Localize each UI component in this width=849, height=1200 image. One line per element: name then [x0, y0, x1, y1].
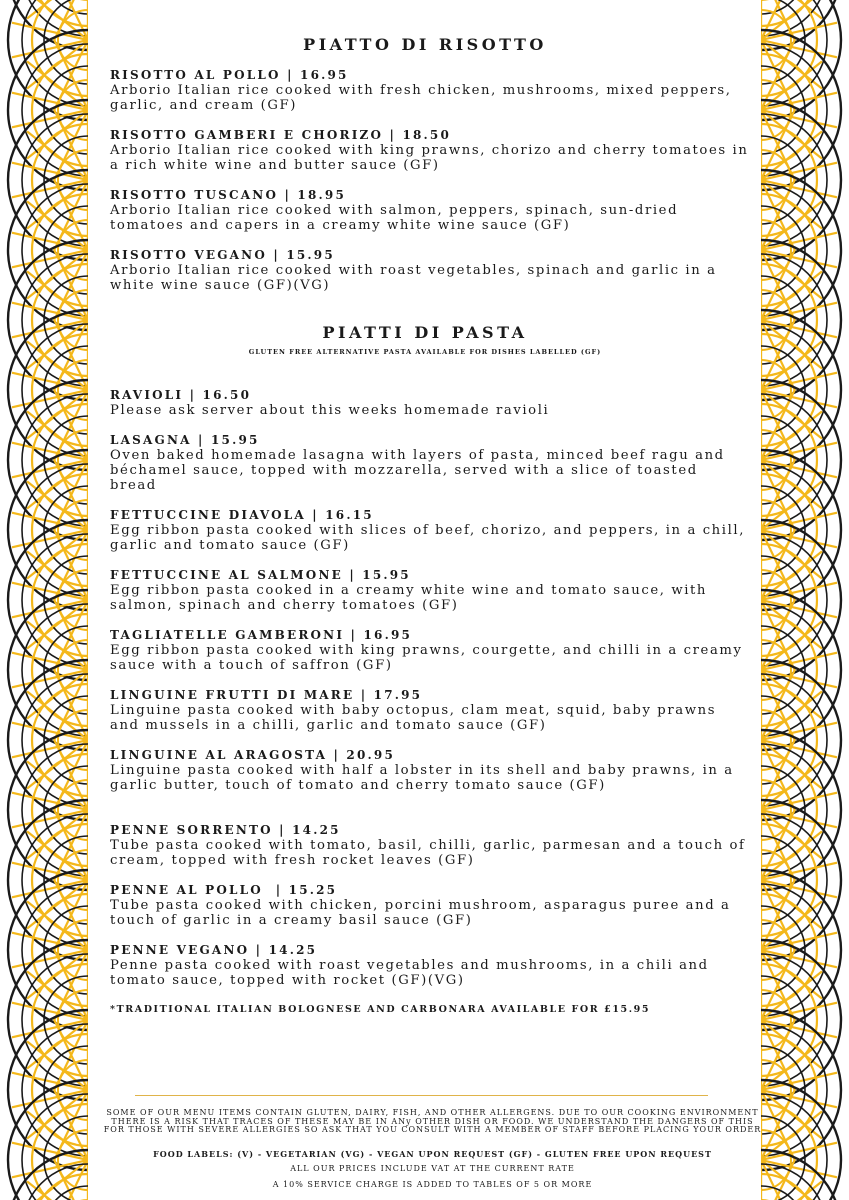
menu-item-description: Penne pasta cooked with roast vegetables and mushrooms, in a chili and tomato sauce, topped with rocket (GF)(VG) — [110, 958, 709, 988]
menu-item — [110, 823, 750, 868]
menu-item-name: LINGUINE FRUTTI DI MARE | 17.95 — [110, 688, 423, 702]
menu-item-name: FETTUCCINE AL SALMONE | 15.95 — [110, 568, 411, 582]
menu-item-description: Arborio Italian rice cooked with king prawns, chorizo and cherry tomatoes in a rich white wine and butter sauce (GF) — [110, 143, 749, 173]
menu-item — [110, 748, 750, 793]
menu-item-description: Linguine pasta cooked with baby octopus, clam meat, squid, baby prawns and mussels in a chilli, garlic and tomato sauce (GF) — [110, 703, 717, 733]
bolognese-carbonara-note: *TRADITIONAL ITALIAN BOLOGNESE AND CARBONARA AVAILABLE FOR £15.95 — [110, 1004, 651, 1015]
menu-item-description: Egg ribbon pasta cooked with king prawns, courgette, and chilli in a creamy sauce with a touch of saffron (GF) — [110, 643, 743, 673]
service-charge-notice: A 10% SERVICE CHARGE IS ADDED TO TABLES OF 5 OR MORE — [272, 1180, 593, 1189]
menu-item-description: Egg ribbon pasta cooked in a creamy white wine and tomato sauce, with salmon, spinach and cherry tomatoes (GF) — [110, 583, 708, 613]
menu-item-description: Arborio Italian rice cooked with fresh chicken, mushrooms, mixed peppers, garlic, and cream (GF) — [110, 83, 732, 113]
menu-item — [110, 628, 750, 673]
menu-item-name: LASAGNA | 15.95 — [110, 433, 260, 447]
pasta-section-subtitle: GLUTEN FREE ALTERNATIVE PASTA AVAILABLE FOR DISHES LABELLED (GF) — [248, 348, 602, 356]
allergen-notice: SOME OF OUR MENU ITEMS CONTAIN GLUTEN, DAIRY, FISH, AND OTHER ALLERGENS. DUE TO OUR COOKING ENVIRONMENT THERE IS A RISK THAT TRACES OF THESE MAY BE IN ANy OTHER DISH OR FOOD. WE UNDERSTAND THE DANGERS OF THIS FOR THOSE WITH SEVERE ALLERGIES SO ASK THAT YOU CONSULT WITH A MEMBER OF STAFF BEFORE PLACING YOUR ORDER — [103, 1108, 762, 1134]
menu-item-name: RISOTTO GAMBERI E CHORIZO | 18.50 — [110, 128, 452, 142]
menu-item-name: RISOTTO TUSCANO | 18.95 — [110, 188, 347, 202]
menu-item-description: Please ask server about this weeks homemade ravioli — [110, 403, 550, 418]
food-labels-legend: FOOD LABELS: (V) - VEGETARIAN (VG) - VEGAN UPON REQUEST (GF) - GLUTEN FREE UPON REQUEST — [153, 1149, 712, 1159]
menu-item-description: Egg ribbon pasta cooked with slices of beef, chorizo, and peppers, in a chill, garlic and tomato sauce (GF) — [110, 523, 746, 553]
menu-item — [110, 248, 750, 293]
menu-item — [110, 188, 750, 233]
decorative-border-right — [761, 0, 849, 1200]
menu-item — [110, 128, 750, 173]
menu-item-name: PENNE VEGANO | 14.25 — [110, 943, 318, 957]
pasta-section-title: PIATTI DI PASTA — [322, 323, 528, 342]
menu-item-name: FETTUCCINE DIAVOLA | 16.15 — [110, 508, 374, 522]
menu-item-name: LINGUINE AL ARAGOSTA | 20.95 — [110, 748, 396, 762]
menu-item-name: RISOTTO AL POLLO | 16.95 — [110, 68, 349, 82]
menu-item — [110, 508, 750, 553]
menu-item-description: Tube pasta cooked with chicken, porcini mushroom, asparagus puree and a touch of garlic in a creamy basil sauce (GF) — [110, 898, 731, 928]
menu-item-name: RAVIOLI | 16.50 — [110, 388, 252, 402]
menu-item-description: Arborio Italian rice cooked with roast vegetables, spinach and garlic in a white wine sauce (GF)(VG) — [110, 263, 717, 293]
menu-item-name: PENNE AL POLLO | 15.25 — [110, 883, 338, 897]
vat-notice: ALL OUR PRICES INCLUDE VAT AT THE CURRENT RATE — [290, 1164, 575, 1173]
menu-item-description: Tube pasta cooked with tomato, basil, chilli, garlic, parmesan and a touch of cream, topped with fresh rocket leaves (GF) — [110, 838, 746, 868]
menu-item-name: RISOTTO VEGANO | 15.95 — [110, 248, 335, 262]
menu-item — [110, 688, 750, 733]
decorative-border-left — [0, 0, 88, 1200]
menu-item — [110, 883, 750, 928]
menu-item-name: PENNE SORRENTO | 14.25 — [110, 823, 341, 837]
menu-item-description: Linguine pasta cooked with half a lobster in its shell and baby prawns, in a garlic butter, touch of tomato and cherry tomato sauce (GF) — [110, 763, 734, 793]
menu-item — [110, 568, 750, 613]
menu-item — [110, 388, 750, 418]
menu-item — [110, 943, 750, 988]
risotto-section-title: PIATTO DI RISOTTO — [303, 35, 547, 54]
menu-item-description: Arborio Italian rice cooked with salmon, peppers, spinach, sun-dried tomatoes and capers in a creamy white wine sauce (GF) — [110, 203, 679, 233]
menu-item — [110, 433, 750, 493]
menu-item-description: Oven baked homemade lasagna with layers of pasta, minced beef ragu and béchamel sauce, topped with mozzarella, served with a slice of toasted bread — [110, 448, 725, 493]
menu-item — [110, 68, 750, 113]
footer-divider — [135, 1095, 708, 1096]
menu-item-name: TAGLIATELLE GAMBERONI | 16.95 — [110, 628, 413, 642]
